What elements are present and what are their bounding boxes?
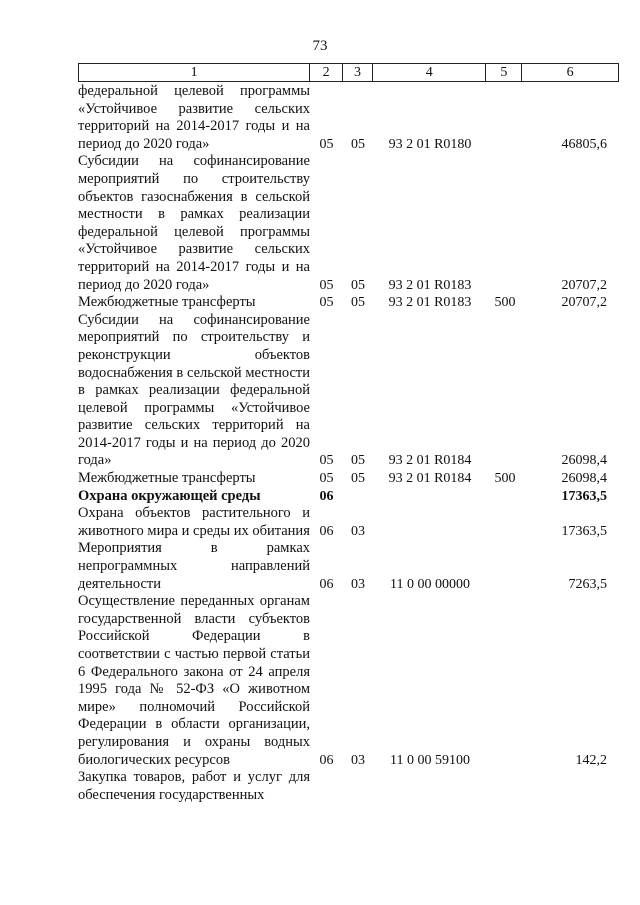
row-name: Субсидии на софинансирование мероприятий по строительству объектов газоснабжения в сельской местности в рамках реализации федеральной целевой программы «Устойчивое развитие сельских территорий на 2014-2017 годы и на период до 2020 года» [78,153,310,293]
row-name: Осуществление переданных органам государственной власти субъектов Российской Федерации в соответствии с частью первой статьи 6 Федерального закона от 24 апреля 1995 года № 52-ФЗ «О животном мире» полномочий Российской Федерации в области организации, регулирования и охраны водных биологических ресурсов [78,593,310,768]
row-section: 05 [319,295,334,311]
row-name: Охрана объектов растительного и животного мира и среды их обитания [78,505,310,539]
row-target-article: 93 2 01 R0183 [388,277,472,293]
row-name: Межбюджетные трансферты [78,470,256,487]
page-number: 73 [312,38,328,54]
table-row [78,312,619,470]
row-name: федеральной целевой программы «Устойчивое развитие сельских территорий на 2014-2017 годы и на период до 2020 года» [78,83,310,152]
table-row [78,505,619,540]
table-row [78,153,619,294]
row-amount: 7263,5 [568,576,607,592]
row-amount: 20707,2 [561,295,607,311]
row-name: Мероприятия в рамках непрограммных направлений деятельности [78,540,310,592]
row-amount: 26098,4 [561,453,607,469]
row-target-article: 93 2 01 R0184 [388,453,472,469]
row-subsection: 05 [351,277,365,293]
row-target-article: 93 2 01 R0184 [388,471,472,487]
row-expense-type: 500 [494,295,516,311]
table-row [78,769,619,804]
header-col-3: 3 [343,64,373,81]
row-target-article: 11 0 00 00000 [390,576,470,592]
header-col-6: 6 [566,65,574,80]
row-subsection: 03 [351,752,365,768]
row-amount: 142,2 [575,752,607,768]
table-row [78,294,619,312]
row-subsection: 03 [351,576,365,592]
row-amount: 46805,6 [561,136,607,152]
row-section: 06 [319,576,334,592]
table-row [78,593,619,769]
row-name: Закупка товаров, работ и услуг для обеспечения государственных [78,769,310,803]
row-section: 06 [319,523,334,539]
row-subsection: 05 [351,136,365,152]
row-target-article: 93 2 01 R0183 [388,295,472,311]
row-section: 05 [319,453,334,469]
table-body [78,83,619,804]
table-row [78,488,619,506]
row-amount: 17363,5 [561,523,607,539]
row-amount: 20707,2 [561,277,607,293]
header-col-2: 2 [310,64,343,81]
row-section: 05 [319,471,334,487]
row-section: 05 [319,136,334,152]
table-header [78,63,619,82]
table-row [78,540,619,593]
table-row [78,470,619,488]
row-section: 06 [319,752,334,768]
row-subsection: 05 [351,295,365,311]
header-col-1: 1 [79,64,310,81]
table-row [78,83,619,153]
row-name: Субсидии на софинансирование мероприятий по строительству и реконструкции объектов водоснабжения в сельской местности в рамках реализации федеральной целевой программы «Устойчивое развитие сельских территорий на 2014-2017 годы и на период до 2020 года» [78,311,310,469]
row-amount: 26098,4 [561,471,607,487]
header-col-5: 5 [486,64,522,81]
row-target-article: 93 2 01 R0180 [388,136,472,152]
row-subsection: 05 [351,453,365,469]
row-target-article: 11 0 00 59100 [390,752,470,768]
row-section: 05 [319,277,334,293]
row-expense-type: 500 [494,471,516,487]
row-name: Охрана окружающей среды [78,487,261,504]
row-subsection: 03 [351,523,365,539]
row-subsection: 05 [351,471,365,487]
row-amount: 17363,5 [561,488,607,504]
header-col-4: 4 [373,64,487,81]
row-section: 06 [319,488,334,504]
row-name: Межбюджетные трансферты [78,294,256,311]
